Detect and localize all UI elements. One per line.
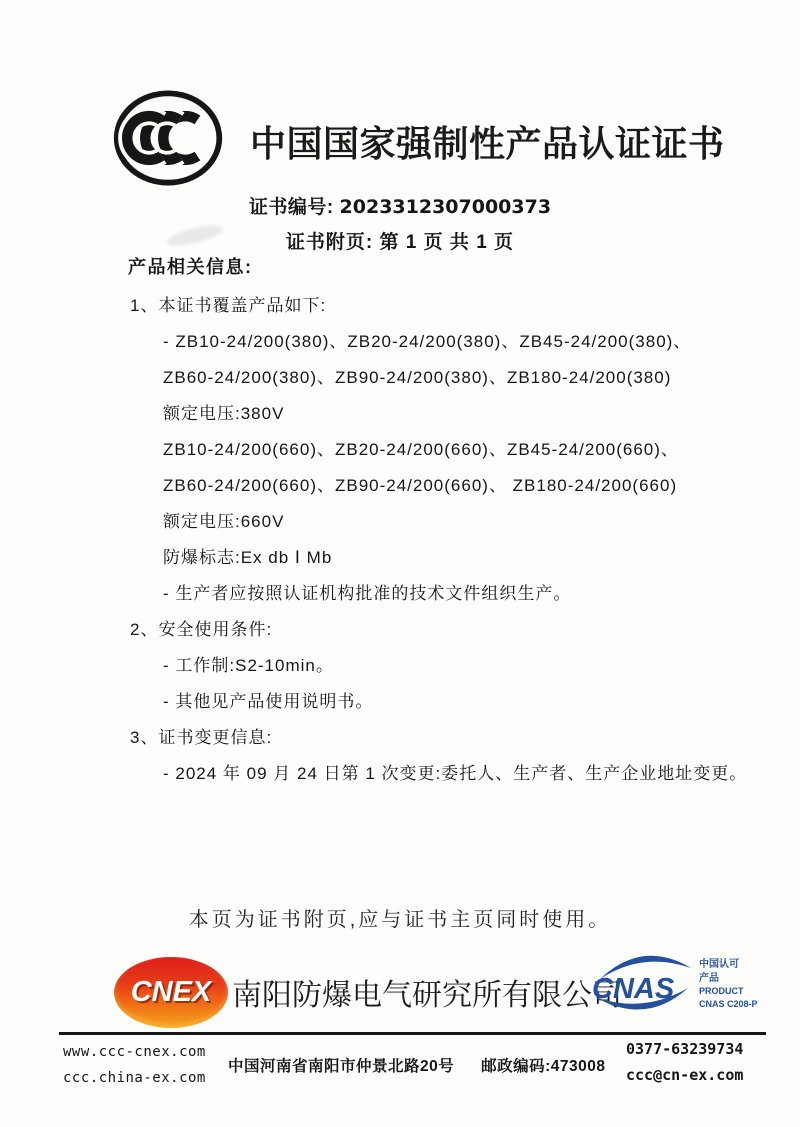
certificate-number-line [0, 192, 800, 219]
phone-number: 0377-63239734 [626, 1040, 744, 1058]
cnas-accreditation-block [592, 952, 758, 1016]
body-line: 1、本证书覆盖产品如下: [130, 296, 327, 315]
contact-phone-email [626, 1036, 743, 1089]
body-line: - 工作制:S2-10min。 [163, 656, 334, 675]
website-primary: www.ccc-cnex.com [63, 1044, 206, 1060]
body-line: - 其他见产品使用说明书。 [163, 692, 374, 711]
body-line: ZB60-24/200(380)、ZB90-24/200(380)、ZB180-24/200(380) [163, 368, 672, 387]
contact-websites [63, 1040, 206, 1092]
body-line: ZB10-24/200(660)、ZB20-24/200(660)、ZB45-24/200(660)、 [163, 440, 679, 459]
product-info-section [0, 254, 800, 792]
body-line: - 2024 年 09 月 24 日第 1 次变更:委托人、生产者、生产企业地址变更。 [163, 764, 748, 783]
cnas-info-line: CNAS C208-P [699, 998, 758, 1009]
cnas-info-line: 中国认可 [699, 959, 739, 971]
issuer-company-name: 南阳防爆电气研究所有限公司 [232, 979, 622, 1012]
cnas-info-line: 产品 [699, 972, 719, 984]
body-line: 额定电压:380V [163, 404, 285, 423]
issuer-address: 中国河南省南阳市仲景北路20号 [228, 1058, 455, 1075]
certificate-appendix-label: 证书附页: [285, 232, 374, 253]
body-line: - 生产者应按照认证机构批准的技术文件组织生产。 [163, 584, 572, 603]
cnas-logo-text: CNAS [592, 973, 675, 1005]
ccc-mark-icon [111, 86, 225, 190]
certificate-appendix-line [0, 227, 800, 254]
cnex-logo [114, 957, 228, 1028]
postal-code: 邮政编码:473008 [481, 1058, 606, 1075]
certificate-appendix-value: 第 1 页 共 1 页 [379, 232, 515, 253]
certificate-number-value: 2023312307000373 [339, 196, 552, 218]
body-line: ZB60-24/200(660)、ZB90-24/200(660)、 ZB180-24/200(660) [163, 476, 678, 495]
cnex-logo-text: CNEX [130, 976, 212, 1008]
footer-divider [59, 1032, 766, 1035]
body-line: 2、安全使用条件: [130, 620, 273, 639]
certificate-number-label: 证书编号: [248, 197, 334, 218]
document-title: 中国国家强制性产品认证证书 [250, 123, 725, 164]
cnas-info-text [699, 958, 758, 1009]
cnas-logo-icon [592, 952, 694, 1016]
body-line: 额定电压:660V [163, 512, 285, 531]
section-heading: 产品相关信息: [128, 257, 253, 277]
email-address: ccc@cn-ex.com [626, 1066, 744, 1085]
cnas-info-line: PRODUCT [699, 986, 744, 997]
body-line: 防爆标志:Ex db Ⅰ Mb [163, 548, 333, 567]
appendix-usage-note: 本页为证书附页,应与证书主页同时使用。 [188, 909, 612, 931]
body-line: - ZB10-24/200(380)、ZB20-24/200(380)、ZB45-24/200(380)、 [163, 332, 692, 351]
contact-address-line [228, 1054, 605, 1076]
body-line: 3、证书变更信息: [130, 728, 273, 747]
website-secondary: ccc.china-ex.com [63, 1069, 206, 1086]
